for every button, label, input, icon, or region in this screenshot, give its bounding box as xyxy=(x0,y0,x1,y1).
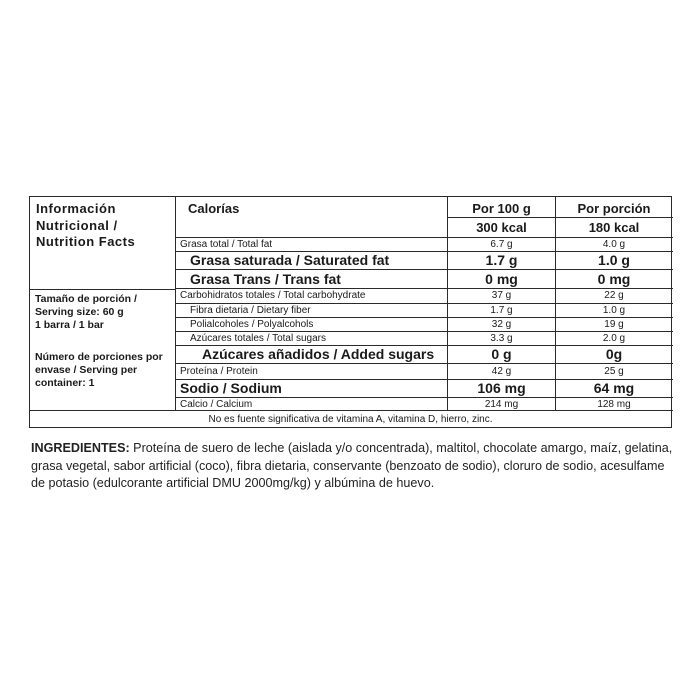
col-header-per-100g: Por 100 g xyxy=(472,200,531,216)
serving-line: Serving size: 60 g xyxy=(35,306,124,318)
divider xyxy=(555,197,556,411)
nutrient-value-per-serving: 22 g xyxy=(604,290,624,301)
ingredients-text: Proteína de suero de leche (aislada y/o concentrada), maltitol, chocolate amargo, maíz, gelatina, grasa vegetal, sabor artificial (coco), fibra dietaria, conservante (benzoato de sodio), cloruro de sodio, acesulfame de potasio (edulcorante artificial DMU 2000mg/kg) y albúmina de huevo. xyxy=(31,441,673,490)
servings-line: envase / Serving per xyxy=(35,364,138,376)
panel-title xyxy=(36,201,135,251)
nutrient-label: Polialcoholes / Polyalcohols xyxy=(190,318,314,330)
divider xyxy=(30,410,673,411)
nutrient-value-per-serving: 4.0 g xyxy=(602,238,626,250)
nutrient-label: Azúcares totales / Total sugars xyxy=(190,332,326,344)
footnote: No es fuente significativa de vitamina A, vitamina D, hierro, zinc. xyxy=(208,414,493,425)
nutrient-value-per-100g: 32 g xyxy=(491,318,512,330)
nutrient-label: Proteína / Protein xyxy=(180,365,258,377)
nutrient-value-per-100g: 1.7 g xyxy=(490,304,513,316)
nutrient-label: Sodio / Sodium xyxy=(180,380,282,396)
nutrient-value-per-100g: 0 mg xyxy=(485,270,518,287)
divider xyxy=(447,217,673,218)
serving-line: 1 barra / 1 bar xyxy=(35,319,104,331)
divider xyxy=(30,289,176,290)
nutrient-label: Azúcares añadidos / Added sugars xyxy=(202,346,435,362)
calories-per-100g: 300 kcal xyxy=(476,220,527,235)
nutrient-label: Calcio / Calcium xyxy=(180,398,253,410)
col-header-per-serving: Por porción xyxy=(577,200,651,216)
nutrient-value-per-serving: 19 g xyxy=(604,318,624,330)
title-line: Nutrition Facts xyxy=(36,234,136,249)
nutrient-value-per-serving: 128 mg xyxy=(597,398,631,410)
nutrient-label: Carbohidratos totales / Total carbohydrate xyxy=(180,290,366,301)
title-line: Nutricional / xyxy=(36,217,118,233)
nutrient-value-per-100g: 0 g xyxy=(491,346,512,362)
nutrient-value-per-serving: 64 mg xyxy=(593,380,635,396)
nutrient-value-per-serving: 1.0 g xyxy=(598,252,630,268)
nutrient-value-per-100g: 6.7 g xyxy=(490,238,513,250)
title-line: Información xyxy=(36,201,116,216)
nutrition-facts-table xyxy=(29,196,672,428)
calories-label: Calorías xyxy=(188,200,240,216)
ingredients-label: INGREDIENTES: xyxy=(31,441,130,455)
nutrient-value-per-serving: 0g xyxy=(605,346,623,362)
divider xyxy=(175,197,176,411)
ingredients-paragraph xyxy=(31,440,676,493)
servings-line: Número de porciones por xyxy=(35,351,163,363)
nutrient-value-per-serving: 25 g xyxy=(604,365,624,377)
nutrient-value-per-100g: 42 g xyxy=(491,365,512,377)
serving-size-info xyxy=(35,293,137,332)
servings-per-container-info xyxy=(35,351,163,390)
nutrient-value-per-100g: 1.7 g xyxy=(485,252,518,268)
nutrient-label: Grasa Trans / Trans fat xyxy=(190,270,341,287)
nutrient-value-per-100g: 106 mg xyxy=(477,380,526,396)
nutrient-value-per-100g: 3.3 g xyxy=(490,332,513,344)
servings-line: container: 1 xyxy=(35,377,95,389)
calories-per-serving: 180 kcal xyxy=(588,220,640,235)
nutrient-value-per-100g: 214 mg xyxy=(484,398,519,410)
nutrient-label: Fibra dietaria / Dietary fiber xyxy=(190,304,311,316)
nutrient-label: Grasa total / Total fat xyxy=(180,238,273,250)
nutrient-value-per-serving: 0 mg xyxy=(597,270,631,287)
divider xyxy=(447,197,448,411)
nutrient-value-per-serving: 1.0 g xyxy=(602,304,626,316)
nutrient-value-per-100g: 37 g xyxy=(491,290,512,301)
nutrient-label: Grasa saturada / Saturated fat xyxy=(190,252,390,268)
nutrient-value-per-serving: 2.0 g xyxy=(602,332,626,344)
serving-line: Tamaño de porción / xyxy=(35,293,137,305)
